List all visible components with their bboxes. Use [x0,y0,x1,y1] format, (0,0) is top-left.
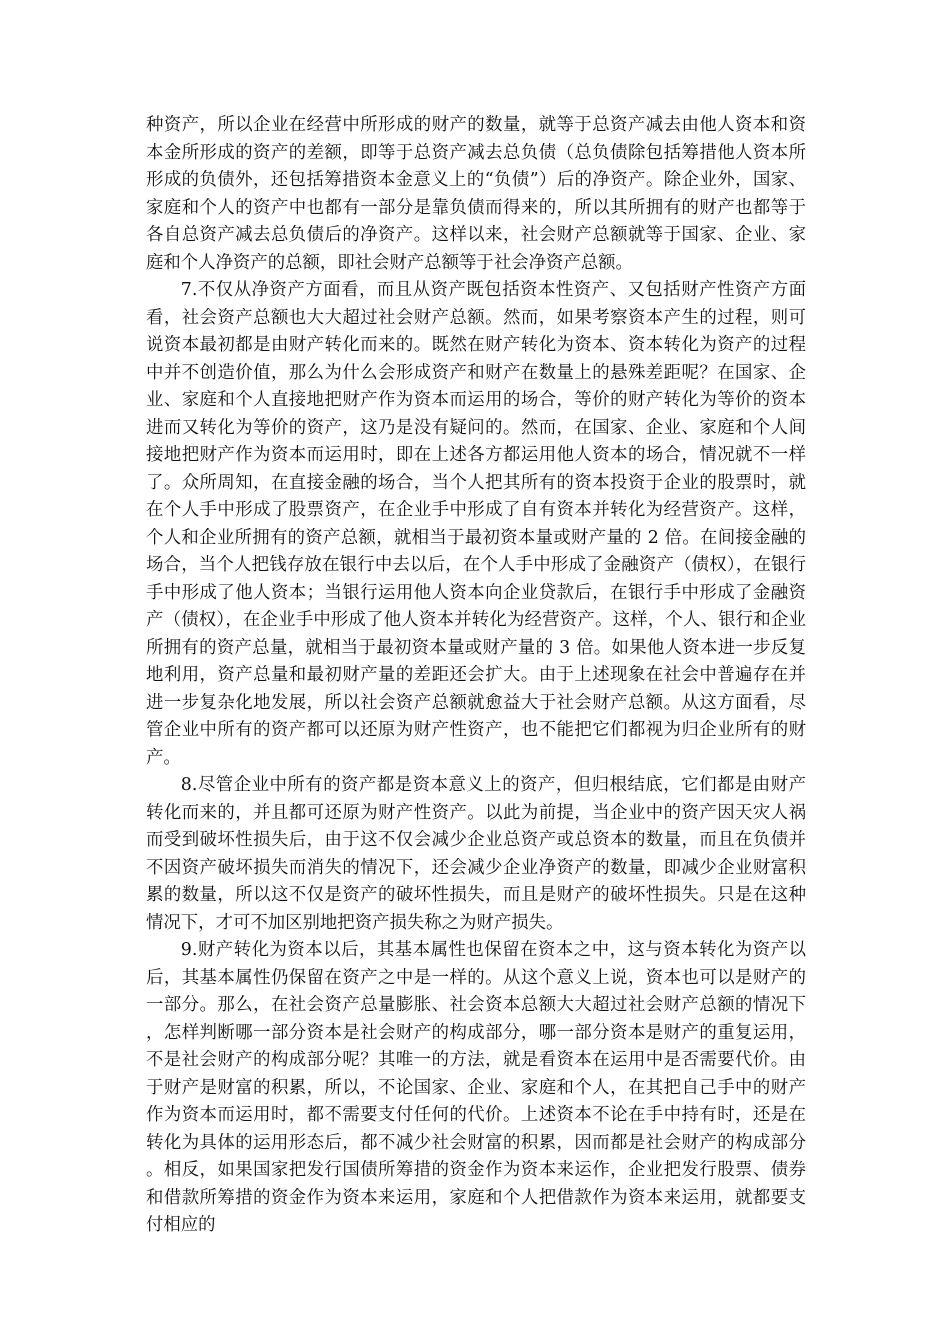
paragraph-8: 8.尽管企业中所有的资产都是资本意义上的资产，但归根结底，它们都是由财产转化而来的，并且都可还原为财产性资产。以此为前提，当企业中的资产因天灾人祸而受到破坏性损失后，由于这不仅会减少企业总资产或总资本的数量，而且在负债并不因资产破坏损失而消失的情况下，还会减少企业净资产的数量，即减少企业财富积累的数量，所以这不仅是资产的破坏性损失，而且是财产的破坏性损失。只是在这种情况下，才可不加区别地把资产损失称之为财产损失。 [146,775,806,933]
paragraph-7: 7.不仅从净资产方面看，而且从资产既包括资本性资产、又包括财产性资产方面看，社会资产总额也大大超过社会财产总额。然而，如果考察资本产生的过程，则可说资本最初都是由财产转化而来的。既然在财产转化为资本、资本转化为资产的过程中并不创造价值，那么为什么会形成资产和财产在数量上的悬殊差距呢？在国家、企业、家庭和个人直接地把财产作为资本而运用的场合，等价的财产转化为等价的资本进而又转化为等价的资产，这乃是没有疑问的。然而，在国家、企业、家庭和个人间接地把财产作为资本而运用时，即在上述各方都运用他人资本的场合，情况就不一样了。众所周知，在直接金融的场合，当个人把其所有的资本投资于企业的股票时，就在个人手中形成了股票资产，在企业手中形成了自有资本并转化为经营资产。这样，个人和企业所拥有的资产总额，就相当于最初资本量或财产量的 2 倍。在间接金融的场合，当个人把钱存放在银行中去以后，在个人手中形成了金融资产（债权），在银行手中形成了他人资本；当银行运用他人资本向企业贷款后，在银行手中形成了金融资产（债权），在企业手中形成了他人资本并转化为经营资产。这样，个人、银行和企业所拥有的资产总量，就相当于最初资本量或财产量的 3 倍。如果他人资本进一步反复地利用，资产总量和最初财产量的差距还会扩大。由于上述现象在社会中普遍存在并进一步复杂化地发展，所以社会资产总额就愈益大于社会财产总额。从这方面看，尽管企业中所有的资产都可以还原为财产性资产，也不能把它们都视为归企业所有的财产。 [146,280,806,768]
paragraph-9: 9.财产转化为资本以后，其基本属性也保留在资本之中，这与资本转化为资产以后，其基本属性仍保留在资产之中是一样的。从这个意义上说，资本也可以是财产的一部分。那么，在社会资产总量膨胀、社会资本总额大大超过社会财产总额的情况下，怎样判断哪一部分资本是社会财产的构成部分，哪一部分资本是财产的重复运用，不是社会财产的构成部分呢？其唯一的方法，就是看资本在运用中是否需要代价。由于财产是财富的积累，所以，不论国家、企业、家庭和个人，在其把自己手中的财产作为资本而运用时，都不需要支付任何的代价。上述资本不论在手中持有时，还是在转化为具体的运用形态后，都不减少社会财富的积累，因而都是社会财产的构成部分。相反，如果国家把发行国债所筹措的资金作为资本来运作，企业把发行股票、债券和借款所筹措的资金作为资本来运用，家庭和个人把借款作为资本来运用，就都要支付相应的 [146,940,806,1235]
paragraph-continued: 种资产，所以企业在经营中所形成的财产的数量，就等于总资产减去由他人资本和资本金所形成的资产的差额，即等于总资产减去总负债（总负债除包括筹措他人资本所形成的负债外，还包括筹措资本金意义上的“负债”）后的净资产。除企业外，国家、家庭和个人的资产中也都有一部分是靠负债而得来的，所以其所拥有的财产也都等于各自总资产减去总负债后的净资产。这样以来，社会财产总额就等于国家、企业、家庭和个人净资产的总额，即社会财产总额等于社会净资产总额。 [146,115,806,273]
document-body [146,112,806,1240]
